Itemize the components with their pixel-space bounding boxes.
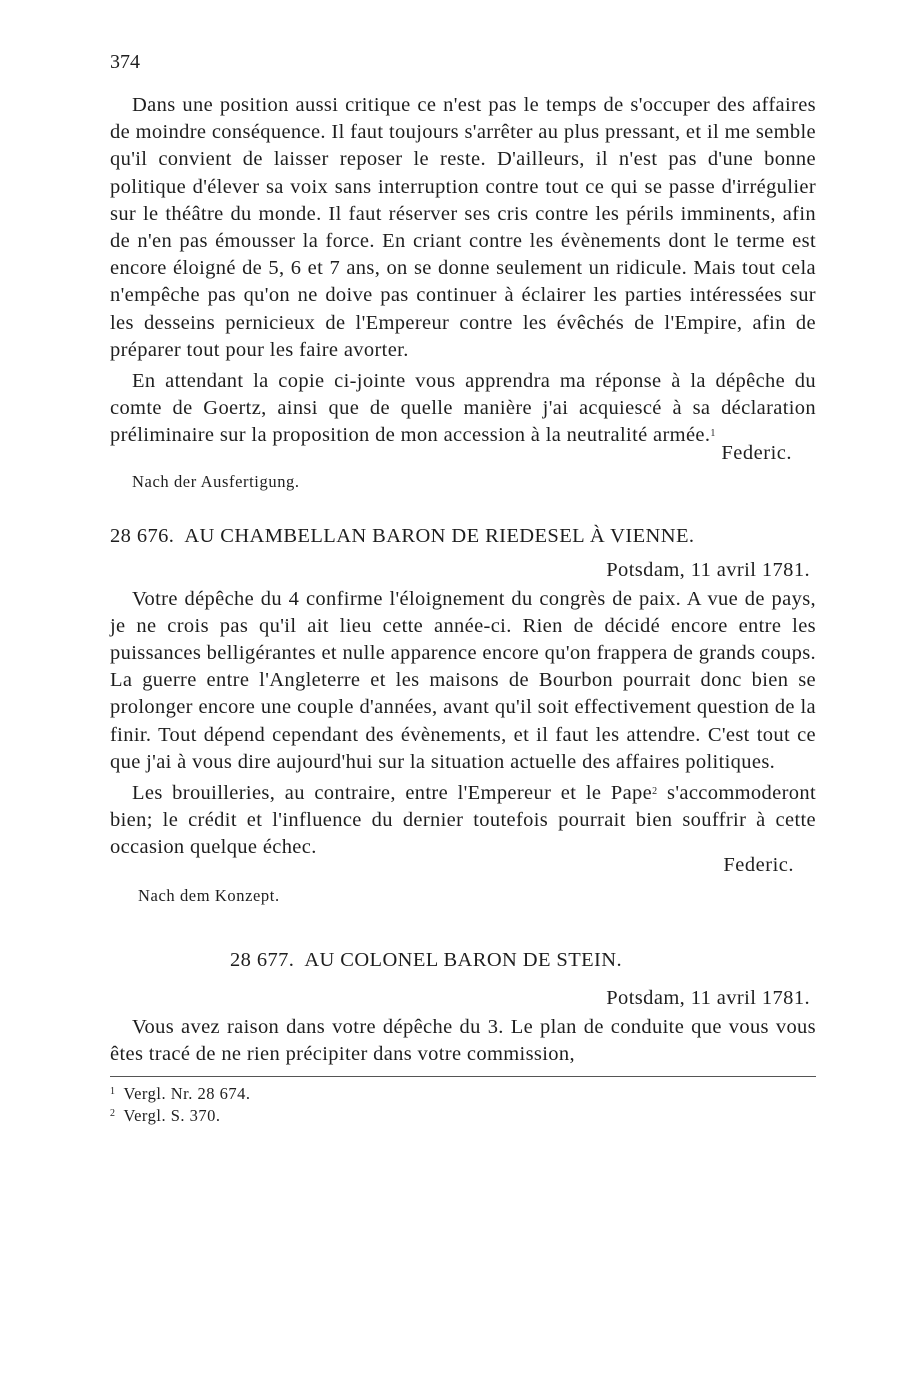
letter-number: 28 677. — [230, 948, 295, 971]
body-paragraph — [110, 368, 816, 450]
place-date: Potsdam, 11 avril 1781. — [606, 986, 810, 1009]
letter-title: AU COLONEL BARON DE STEIN. — [304, 948, 623, 971]
footnote-divider — [110, 1076, 816, 1077]
letter-28677 — [110, 946, 816, 1068]
paragraph-text: s'accommoderont bien; le crédit et l'influence du dernier toutefois pourrait bien souffrir à cette occasion quelque échec. — [110, 782, 816, 859]
letter-number: 28 676. — [110, 524, 175, 547]
footnote-text: Vergl. S. 370. — [123, 1106, 221, 1126]
footnote-marker: 2 — [652, 786, 658, 798]
letter-title: AU CHAMBELLAN BARON DE RIEDESEL À VIENNE. — [184, 524, 695, 547]
body-paragraph: Vous avez raison dans votre dépêche du 3. Le plan de conduite que vous vous êtes tracé de ne rien précipiter dans votre commission, — [110, 1015, 816, 1065]
body-paragraph — [110, 780, 816, 862]
paragraph-text: En attendant la copie ci-jointe vous apprendra ma réponse à la dépêche du comte de Goertz, ainsi que de quelle manière j'ai acquiescé à sa déclaration préliminaire sur la proposition de mon accession à la neutralité armée. — [110, 370, 816, 447]
letter-heading — [110, 522, 816, 550]
body-paragraph: Votre dépêche du 4 confirme l'éloignement du congrès de paix. A vue de pays, je ne crois pas qu'il ait lieu cette année-ci. Rien de décidé encore entre les puissances belligérantes et nulle apparence encore qu'on frappera de grands coups. La guerre entre l'Angleterre et les maisons de Bourbon pourrait donc bien se prolonger encore une couple d'années, avant qu'il soit effectivement question de la finir. Tout dépend cependant des évènements, et il faut les attendre. C'est tout ce que j'ai à vous dire aujourd'hui sur la situation actuelle des affaires politiques. — [110, 587, 816, 773]
footnote-marker: 1 — [110, 1086, 116, 1098]
letter-heading — [110, 946, 816, 974]
footnote-text: Vergl. Nr. 28 674. — [123, 1084, 251, 1104]
footnotes — [110, 1083, 816, 1127]
footnote — [110, 1083, 816, 1105]
book-page — [110, 48, 816, 1127]
body-paragraph: Dans une position aussi critique ce n'est pas le temps de s'occuper des affaires de moindre conséquence. Il faut toujours s'arrêter au plus pressant, et il me semble qu'il convient de laisser reposer le reste. D'ailleurs, il n'est pas d'une bonne politique d'élever sa voix sans interruption contre tout ce qui se passe d'irrégulier sur le théâtre du monde. Il faut réserver ses cris contre les périls imminents, afin de n'en pas émousser la force. En criant contre les évènements dont le terme est encore éloigné de 5, 6 et 7 ans, on se donne seulement un ridicule. Mais tout cela n'empêche pas qu'on ne doive pas continuer à éclairer les parties intéressées sur les desseins pernicieux de l'Empereur contre les évêchés de l'Empire, afin de préparer tout pour les faire avorter. — [110, 94, 816, 361]
paragraph-text: Les brouilleries, au contraire, entre l'Empereur et le Pape — [132, 782, 653, 805]
footnote-marker: 1 — [710, 428, 716, 440]
source-note: Nach der Ausfertigung. — [132, 471, 300, 491]
signature: Federic. — [721, 441, 792, 464]
signature: Federic. — [723, 853, 794, 876]
page-number: 374 — [110, 51, 140, 73]
source-note: Nach dem Konzept. — [138, 885, 280, 905]
letter-continuation — [110, 92, 816, 494]
letter-28676 — [110, 522, 816, 908]
place-date: Potsdam, 11 avril 1781. — [606, 558, 810, 581]
footnote — [110, 1105, 816, 1127]
footnote-marker: 2 — [110, 1108, 116, 1120]
